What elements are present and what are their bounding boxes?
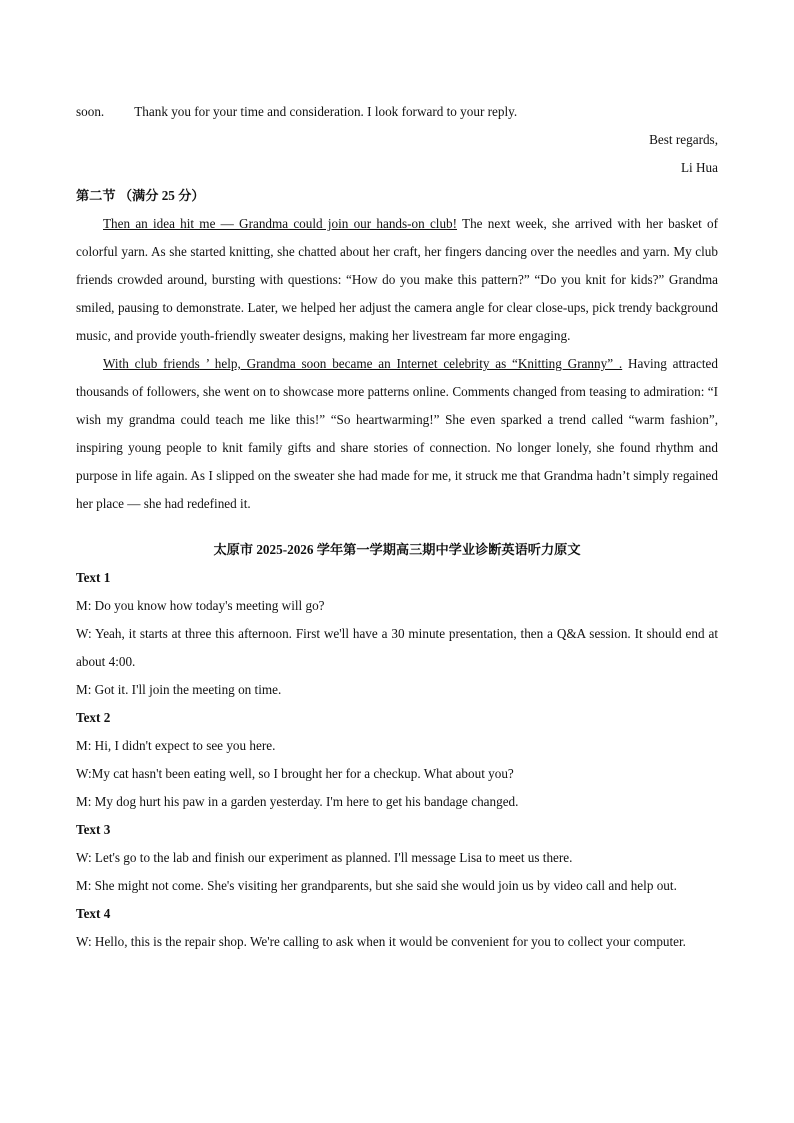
text-label: Text 2 <box>76 710 111 725</box>
letter-sign-off: Best regards, <box>649 132 718 147</box>
dialogue-line: W:My cat hasn't been eating well, so I brought her for a checkup. What about you? <box>76 766 514 781</box>
dialogue-line: W: Yeah, it starts at three this afternoon. First we'll have a 30 minute presentation, then a Q&A session. It should end at about 4:00. <box>76 626 718 669</box>
text-label: Text 3 <box>76 822 111 837</box>
letter-signature: Li Hua <box>681 160 718 175</box>
dialogue-line: M: She might not come. She's visiting her grandparents, but she said she would join us by video call and help out. <box>76 878 677 893</box>
text-label: Text 1 <box>76 570 111 585</box>
section2-heading: 第二节 （满分 25 分） <box>76 188 205 203</box>
dialogue-line: M: My dog hurt his paw in a garden yesterday. I'm here to get his bandage changed. <box>76 794 519 809</box>
section2-paragraph-1 <box>76 210 718 350</box>
listening-title: 太原市 2025-2026 学年第一学期高三期中学业诊断英语听力原文 <box>213 542 581 557</box>
dialogue-line: W: Hello, this is the repair shop. We're calling to ask when it would be convenient for you to collect your computer. <box>76 934 686 949</box>
dialogue-line: M: Hi, I didn't expect to see you here. <box>76 738 276 753</box>
dialogue-line: M: Do you know how today's meeting will go? <box>76 598 325 613</box>
dialogue-line: W: Let's go to the lab and finish our experiment as planned. I'll message Lisa to meet us there. <box>76 850 573 865</box>
section2-paragraph-2-rest: Having attracted thousands of followers, she went on to showcase more patterns online. Comments changed from teasing to admiration: “I wish my grandma could teach me like this!” “So heartwarming!” She even sparked a trend called “warm fashion”, inspiring young people to knit family gifts and share stories of connection. No longer lonely, she found rhythm and purpose in life again. As I slipped on the sweater she had made for me, it struck me that Grandma hadn’t simply regained her place — she had redefined it. <box>76 356 718 511</box>
dialogue-line: M: Got it. I'll join the meeting on time. <box>76 682 282 697</box>
listening-text-3 <box>76 816 718 900</box>
text-label: Text 4 <box>76 906 111 921</box>
letter-closing-line <box>76 98 718 126</box>
section2-paragraph-2 <box>76 350 718 518</box>
document-page <box>76 98 718 956</box>
letter-closing-start: soon. <box>76 104 105 119</box>
listening-text-2 <box>76 704 718 816</box>
listening-text-4 <box>76 900 718 956</box>
section2-paragraph-2-underlined: With club friends ’ help, Grandma soon became an Internet celebrity as “Knitting Granny” . <box>103 356 623 371</box>
section2-paragraph-1-rest: The next week, she arrived with her basket of colorful yarn. As she started knitting, she chatted about her craft, her fingers dancing over the needles and yarn. My club friends crowded around, bursting with questions: “How do you make this pattern?” “Do you knit for kids?” Grandma smiled, pausing to demonstrate. Later, we helped her adjust the camera angle for clear close-ups, pick trendy background music, and provide youth-friendly sweater designs, making her livestream far more engaging. <box>76 216 718 343</box>
listening-text-1 <box>76 564 718 704</box>
letter-closing-rest: Thank you for your time and consideration. I look forward to your reply. <box>134 104 518 119</box>
section2-paragraph-1-underlined: Then an idea hit me — Grandma could join our hands-on club! <box>103 216 458 231</box>
